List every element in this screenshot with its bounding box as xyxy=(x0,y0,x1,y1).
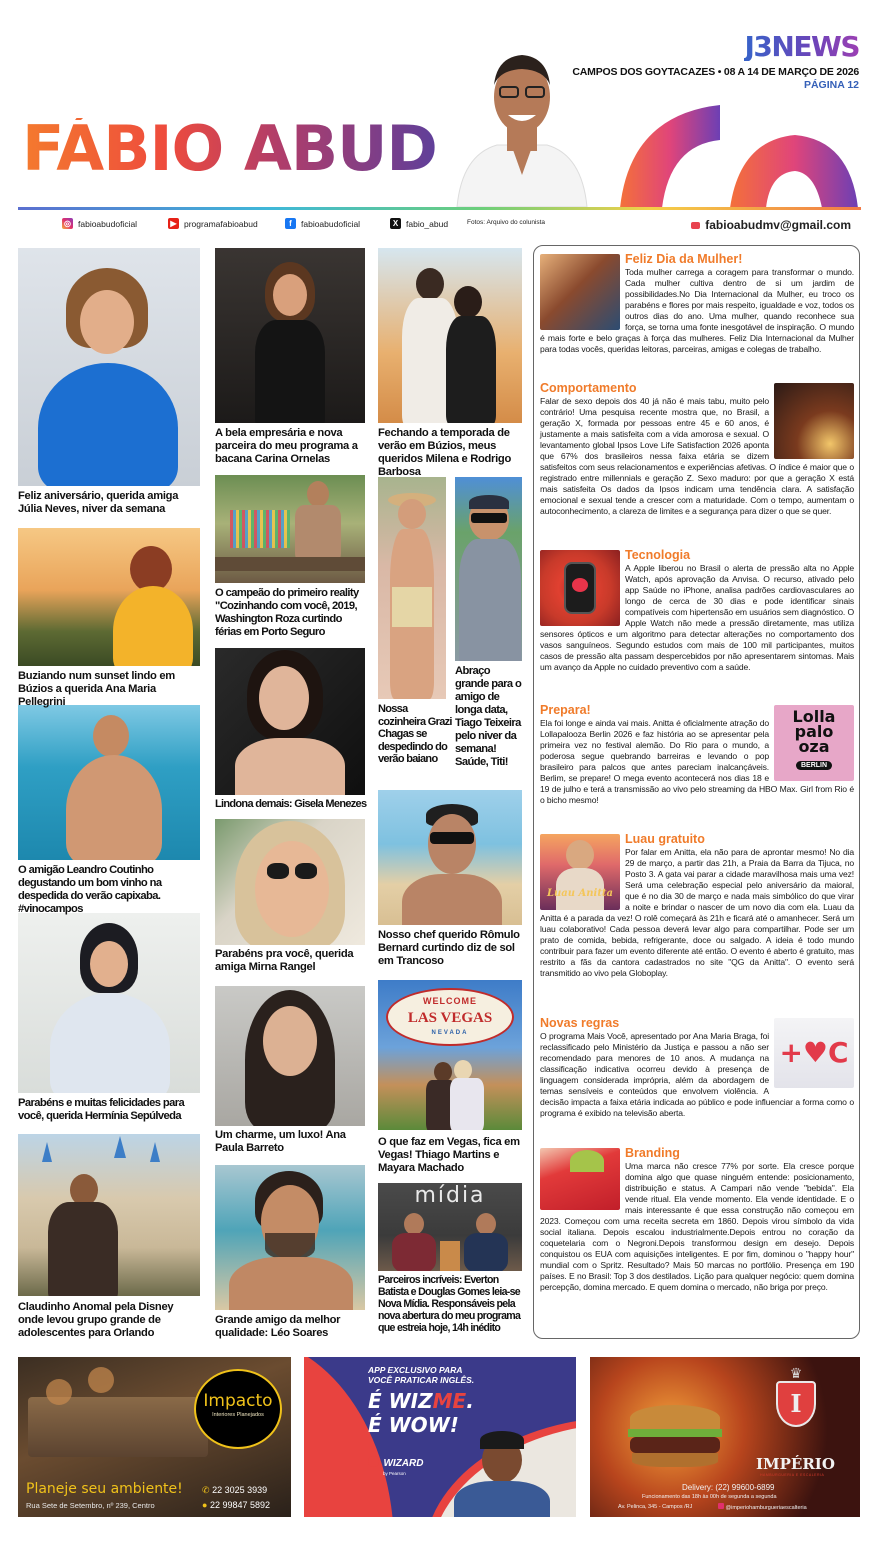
caption-julia-neves: Feliz aniversário, querida amiga Júlia Neves, niver da semana xyxy=(18,490,179,515)
caption-carina-ornelas: A bela empresária e nova parceira do meu programa a bacana Carina Ornelas xyxy=(215,427,358,465)
masthead xyxy=(0,0,879,210)
column-logo: FÁBIO ABUD xyxy=(22,112,437,185)
photo-julia-neves xyxy=(18,248,200,486)
wizard-logo: WIZARD by Pearson xyxy=(368,1453,423,1476)
caption-milena-rodrigo-barbosa: Fechando a temporada de verão em Búzios, meus queridos Milena e Rodrigo Barbosa xyxy=(378,427,511,478)
photo-romulo-bernard xyxy=(378,790,522,925)
photo-credit: Fotos: Arquivo do colunista xyxy=(467,219,546,226)
imperio-shield: I xyxy=(776,1381,816,1427)
news-body: Falar de sexo depois dos 40 já não é mais tabu, muito pelo contrário! Uma pesquisa recente mostra que, no Brasil, a geração X, formada por pessoas entre 45 e 60 anos, é justamente a mais satisfeita com a vida amorosa e sexual. O levantamento global Ipsos Love Life Satisfaction 2026 aponta que 67% dos brasileiros nessa faixa etária se dizem satisfeitos com seus relacionamentos e experiências afetivas. O índice é maior que o registrado entre millennials e geração Z. Sexo maduro: por que a geração X está mais satisfeita Os dados da Ipsos indicam uma tendência clara. A satisfação emocional e sexual tende a crescer com a maturidade. Com o tempo, aumentam o autoconhecimento, a clareza de limites e a segurança para dizer o que se quer. xyxy=(540,396,854,516)
ad-impacto[interactable] xyxy=(18,1357,291,1517)
caption-romulo-bernard: Nosso chef querido Rômulo Bernard curtindo diz de sol em Trancoso xyxy=(378,929,520,967)
news-tecnologia xyxy=(540,548,854,673)
caption-mirna-rangel: Parabéns pra você, querida amiga Mirna Rangel xyxy=(215,948,354,973)
caption-tiago-teixeira: Abraço grande para o amigo de longa data, Tiago Teixeira pelo niver da semana! Saúde, Titi! xyxy=(455,665,522,768)
imperio-delivery: Delivery: (22) 99600-6899 xyxy=(682,1483,775,1492)
photo-gisela-menezes xyxy=(215,648,365,795)
news-body: O programa Mais Você, apresentado por Ana Maria Braga, foi reclassificado pelo Ministério da Justiça e passou a não ser recomendado para menores de 10 anos. A mudança na classificação indicativa ocorreu devido à presença de linguagem considerada imprópria, além da abordagem de temas sensíveis e conteúdos que envolvem violência. A decisão impacta a faixa etária indicada ao público e pode influenciar a forma como o programa é exibido na televisão aberta. xyxy=(540,1031,854,1118)
photo-grazi-chagas xyxy=(378,477,446,699)
mail-icon xyxy=(691,222,700,229)
news-title: Luau gratuito xyxy=(625,832,705,846)
news-body: A Apple liberou no Brasil o alerta de pressão alta no Apple Watch, após aprovação da Anvisa. O recurso, ativado pelo app Saúde no iPhone, analisa padrões cardiovasculares ao longo de cerca de 30 dias e pode identificar sinais compatíveis com hipertensão em usuários sem diagnóstico. O Apple Watch não mede a pressão diretamente, mas utiliza sensores ópticos e um algoritmo para detectar alterações no comportamento dos vasos sanguíneos. Segundo estudos com mais de 100 mil participantes, muitos casos de pressão alta passam despercebidos por não apresentarem sintomas. Mais um avanço da Apple no cuidado preventivo com a saúde. xyxy=(540,563,854,672)
wonder-woman-image xyxy=(540,254,620,330)
photo-everton-douglas-nova-midia xyxy=(378,1183,522,1271)
photo-thiago-martins-mayara-machado xyxy=(378,980,522,1130)
news-luau-gratuito xyxy=(540,832,854,979)
impacto-logo-circle: Impacto Interiores Planejados xyxy=(194,1369,282,1449)
wizard-slogan-1: É WIZME. xyxy=(368,1389,474,1413)
news-body: Toda mulher carrega a coragem para transformar o mundo. Cada mulher cultiva dentro de si um jardim de possibilidades.No Dia Internacional da Mulher, eu troco os parabéns e flores por mais respeito, igualdade e voz, todos os outros dias do ano. Uma mulher, quando reconhece sua força, se torna uma fonte inesgotável de inspiração. O mundo é mais forte e belo graças à força das mulheres. Feliz Dia Internacional da Mulher para todas vocês, queridas leitoras, parceiras, amigas e colegas de trabalho. xyxy=(540,267,854,354)
instagram-link[interactable]: ◎ fabioabudoficial xyxy=(64,218,138,229)
imperio-hours: Funcionamento das 18h às 00h de segunda a segunda xyxy=(642,1494,777,1500)
vegas-sign-nevada: NEVADA xyxy=(431,1030,469,1036)
midia-wall-text: mídia xyxy=(414,1183,486,1208)
instagram-icon xyxy=(718,1503,724,1509)
email-link[interactable]: fabioabudmv@gmail.com xyxy=(691,218,851,232)
ad-wizard[interactable]: APP EXCLUSIVO PARA VOCÊ PRATICAR INGLÊS. É WIZME. É WOW! WIZARD by Pearson xyxy=(304,1357,576,1517)
photo-claudinho-anomal xyxy=(18,1134,200,1296)
vegas-sign-las-vegas: LAS VEGAS xyxy=(407,1010,493,1026)
news-novas-regras xyxy=(540,1016,854,1119)
caption-herminia-sepulveda: Parabéns e muitas felicidades para você, querida Hermínia Sepúlveda xyxy=(18,1097,185,1122)
photo-leandro-coutinho xyxy=(18,705,200,860)
vegas-sign-welcome: WELCOME xyxy=(423,996,477,1006)
dateline: CAMPOS DOS GOYTACAZES • 08 A 14 DE MARÇO DE 2026 xyxy=(572,66,859,78)
photo-ana-maria-pellegrini xyxy=(18,528,200,666)
caption-gisela-menezes: Lindona demais: Gisela Menezes xyxy=(215,798,367,810)
news-comportamento xyxy=(540,381,854,517)
imperio-address: Av. Pelinca, 345 - Campos /RJ xyxy=(618,1504,693,1510)
impacto-slogan: Planeje seu ambiente! xyxy=(26,1481,183,1497)
photo-carina-ornelas xyxy=(215,248,365,423)
photo-leo-soares xyxy=(215,1165,365,1310)
caption-ana-maria-pellegrini: Buziando num sunset lindo em Búzios a querida Ana Maria Pellegrini xyxy=(18,670,175,708)
caption-everton-douglas-nova-midia: Parceiros incríveis: Everton Batista e Douglas Gomes leia-se Nova Mídia. Responsáveis pela nova abertura do meu programa que estreia hoje, 14h inédito xyxy=(378,1274,521,1334)
news-prepara xyxy=(540,703,854,806)
holding-hands-image xyxy=(774,383,854,459)
impacto-address: Rua Sete de Setembro, nº 239, Centro xyxy=(26,1501,155,1510)
phone-icon: ✆ xyxy=(202,1485,210,1495)
news-title: Novas regras xyxy=(540,1016,620,1030)
news-title: Feliz Dia da Mulher! xyxy=(625,252,743,266)
news-title: Branding xyxy=(625,1146,680,1160)
rainbow-arc-decoration xyxy=(600,95,862,208)
photo-herminia-sepulveda xyxy=(18,913,200,1093)
instagram-icon: ◎ xyxy=(62,218,73,229)
photo-ana-paula-barreto xyxy=(215,986,365,1126)
photo-mirna-rangel xyxy=(215,819,365,945)
rainbow-divider xyxy=(18,207,861,210)
youtube-link[interactable]: ▶ programafabioabud xyxy=(168,218,258,229)
lollapalooza-berlin-logo: Lolla palo oza BERLIN xyxy=(774,705,854,781)
news-body: Ela foi longe e ainda vai mais. Anitta é oficialmente atração do Lollapalooza Berlin 2026 e faz história ao se apresentar pela primeira vez no festival alemão. Do Rio para o mundo, a poderosa segue quebrando barreiras e levando o pop brasileiro para palcos que antes pareciam inalcançáveis. Berlim, se prepare! O mega evento acontecerá nos dias 18 e 19 de julho e terá a transmissão ao vivo pelo streaming da HBO Max. Girl from Rio é o bicho mesmo! xyxy=(540,718,854,805)
caption-thiago-martins-mayara-machado: O que faz em Vegas, fica em Vegas! Thiago Martins e Mayara Machado xyxy=(378,1136,520,1174)
photo-washington-roza xyxy=(215,475,365,583)
wizard-slogan-2: É WOW! xyxy=(368,1413,459,1437)
imperio-brand: IMPÉRIO xyxy=(756,1455,835,1473)
newspaper-brand: J3NEWS xyxy=(744,30,859,63)
x-link[interactable]: X fabio_abud xyxy=(390,218,448,229)
news-title: Comportamento xyxy=(540,381,637,395)
caption-ana-paula-barreto: Um charme, um luxo! Ana Paula Barreto xyxy=(215,1129,346,1154)
ad-imperio[interactable]: ♛ I IMPÉRIO HAMBURGUERIA E ESCALERIA Delivery: (22) 99600-6899 Funcionamento das 18h às 00h de segunda a segunda Av. Pelinca, 345 - Campos /RJ @imperiohamburgueriaescalteria xyxy=(590,1357,860,1517)
news-body: Por falar em Anitta, ela não para de aprontar mesmo! No dia 29 de março, a partir das 21h, a Praia da Barra da Tijuca, no Posto 3. A gata vai parar a cidade maravilhosa mais uma vez! Será uma celebração especial pelo aniversário da maioral, que é no dia 30 de março e nada mais simbólico do que virar a noite e brindar o nascer de um novo dia com ela. Luau da Anitta é a parada da vez! O rolê começará às 21h e ficará até o amanhecer. Será um luau colaborativo! Cada pessoa deverá levar algo para compartilhar. Pode ser um prato de comida, bebida, refrigerante, doce ou salgado. A ideia é todo mundo contribuir para fazer um evento diferente até então. O evento é aberto é gratuito, mas restrito a fãs da cantora cadastrados no site "QG da Anitta". O evento será transmitido ao vivo pela Globoplay. xyxy=(540,847,854,978)
youtube-icon: ▶ xyxy=(168,218,179,229)
news-title: Tecnologia xyxy=(625,548,691,562)
caption-leandro-coutinho: O amigão Leandro Coutinho degustando um bom vinho na despedida do verão capixaba. #vinocampos xyxy=(18,864,162,915)
news-title: Prepara! xyxy=(540,703,591,717)
caption-leo-soares: Grande amigo da melhor qualidade: Léo Soares xyxy=(215,1314,341,1339)
impacto-phone: ✆ 22 3025 3939 xyxy=(202,1485,268,1495)
facebook-icon: f xyxy=(285,218,296,229)
columnist-portrait xyxy=(452,35,592,207)
news-feliz-dia-da-mulher xyxy=(540,252,854,355)
campari-drink-image xyxy=(540,1148,620,1210)
news-branding xyxy=(540,1146,854,1293)
photo-milena-rodrigo-barbosa xyxy=(378,248,522,423)
social-bar xyxy=(0,214,879,236)
x-icon: X xyxy=(390,218,401,229)
crown-icon: ♛ xyxy=(789,1365,803,1381)
caption-claudinho-anomal: Claudinho Anomal pela Disney onde levou grupo grande de adolescentes para Orlando xyxy=(18,1301,174,1339)
imperio-instagram: @imperiohamburgueriaescalteria xyxy=(718,1503,807,1511)
whatsapp-icon: ● xyxy=(202,1500,208,1510)
news-body: Uma marca não cresce 77% por sorte. Ela cresce porque domina algo que quase ninguém entende: posicionamento, distribuição e status. A Campari não vende "bebida". Ela vende ritual. Ela vende momento. Ela vende identidade. E o mais interessante é que essa construção não começou em 2023. Começou com uma receita secreta em 1860. Depois virou símbolo da vida social italiana. Depois escalou industrialmente.Depois entrou no coração da coquetelaria com o Negroni.Depois transformou design em desejo. Depois conquistou os EUA com aquisições inteligentes. E por fim, dominou o "happy hour" mundial com o Spritz. Resultado? Mais 50 marcas no portfólio. Presença em 190 países. E no Brasil: Top 3 dos destilados. Lição para qualquer negócio: quem domina percepção, domina mercado. E quem domina o mercado, não briga por preço. xyxy=(540,1161,854,1292)
impacto-whatsapp: ● 22 99847 5892 xyxy=(202,1500,271,1510)
news-box xyxy=(533,245,860,1339)
mais-voce-logo: +♥C xyxy=(774,1018,854,1088)
luau-anitta-poster: Luau Anitta xyxy=(540,834,620,910)
wizard-emblem-icon xyxy=(368,1456,379,1467)
photo-tiago-teixeira xyxy=(455,477,522,661)
apple-watch-image xyxy=(540,550,620,626)
caption-washington-roza: O campeão do primeiro reality "Cozinhando com você, 2019, Washington Roza curtindo férias em Porto Seguro xyxy=(215,587,359,638)
page-number: PÁGINA 12 xyxy=(803,79,859,91)
facebook-link[interactable]: f fabioabudoficial xyxy=(285,218,360,229)
caption-grazi-chagas: Nossa cozinheira Grazi Chagas se despedindo do verão baiano xyxy=(378,703,452,765)
